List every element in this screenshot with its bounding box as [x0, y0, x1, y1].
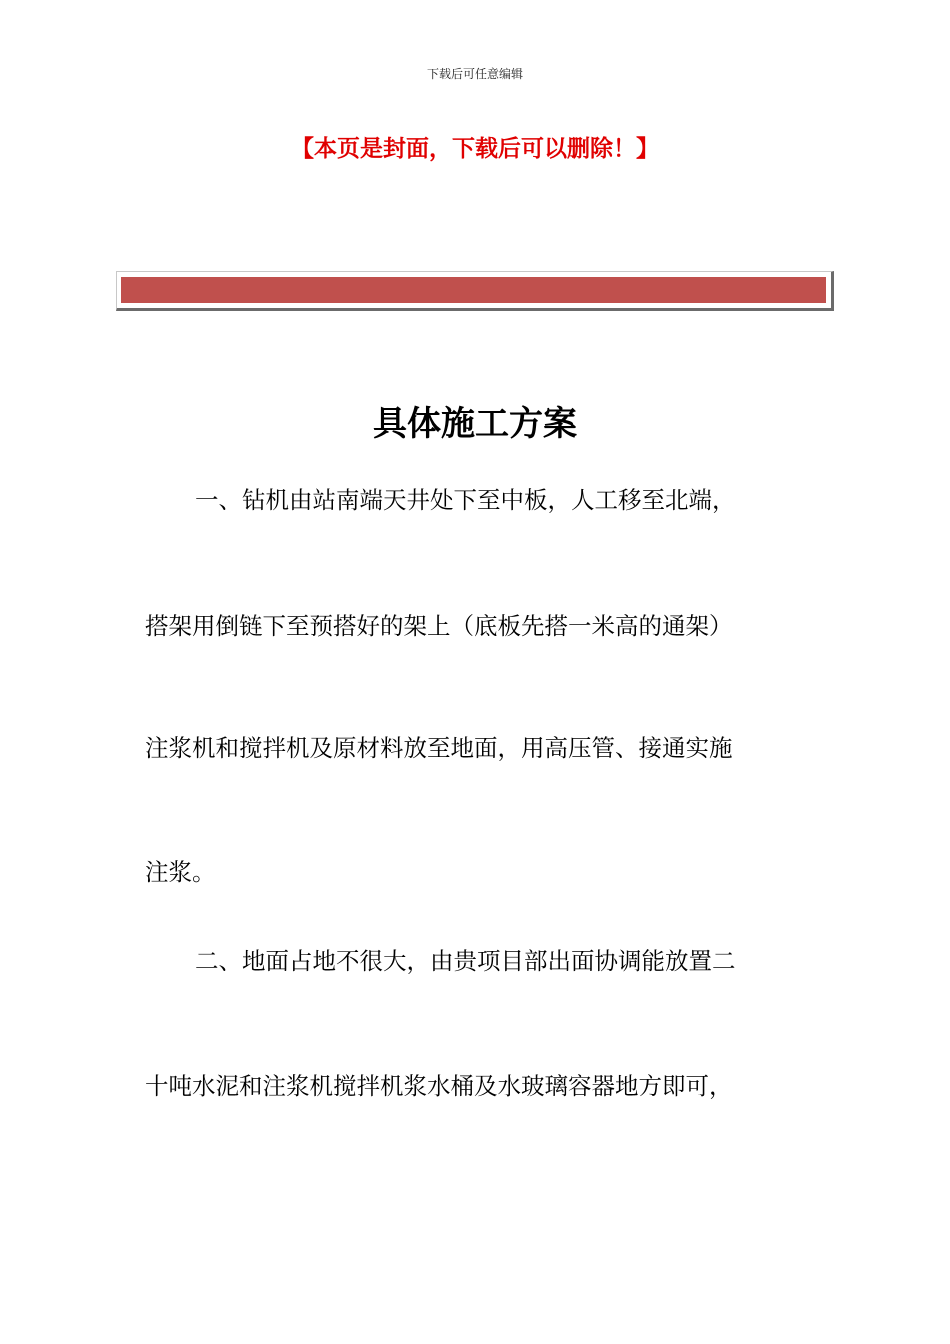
paragraph-1-line-2: 搭架用倒链下至预搭好的架上（底板先搭一米高的通架）	[145, 612, 733, 640]
document-title: 具体施工方案	[373, 404, 577, 444]
page-header-note: 下载后可任意编辑	[426, 67, 523, 81]
cover-notice: 【本页是封面，下载后可以删除！】	[291, 136, 659, 162]
decorative-banner	[116, 271, 834, 311]
paragraph-1-line-4: 注浆。	[145, 858, 216, 886]
banner-bar	[121, 277, 826, 303]
paragraph-1-line-1: 一、钻机由站南端天井处下至中板，人工移至北端，	[195, 486, 736, 514]
paragraph-2-line-2: 十吨水泥和注浆机搅拌机浆水桶及水玻璃容器地方即可，	[145, 1072, 733, 1100]
paragraph-2-line-1: 二、地面占地不很大，由贵项目部出面协调能放置二	[195, 947, 736, 975]
paragraph-1-line-3: 注浆机和搅拌机及原材料放至地面，用高压管、接通实施	[145, 734, 733, 762]
